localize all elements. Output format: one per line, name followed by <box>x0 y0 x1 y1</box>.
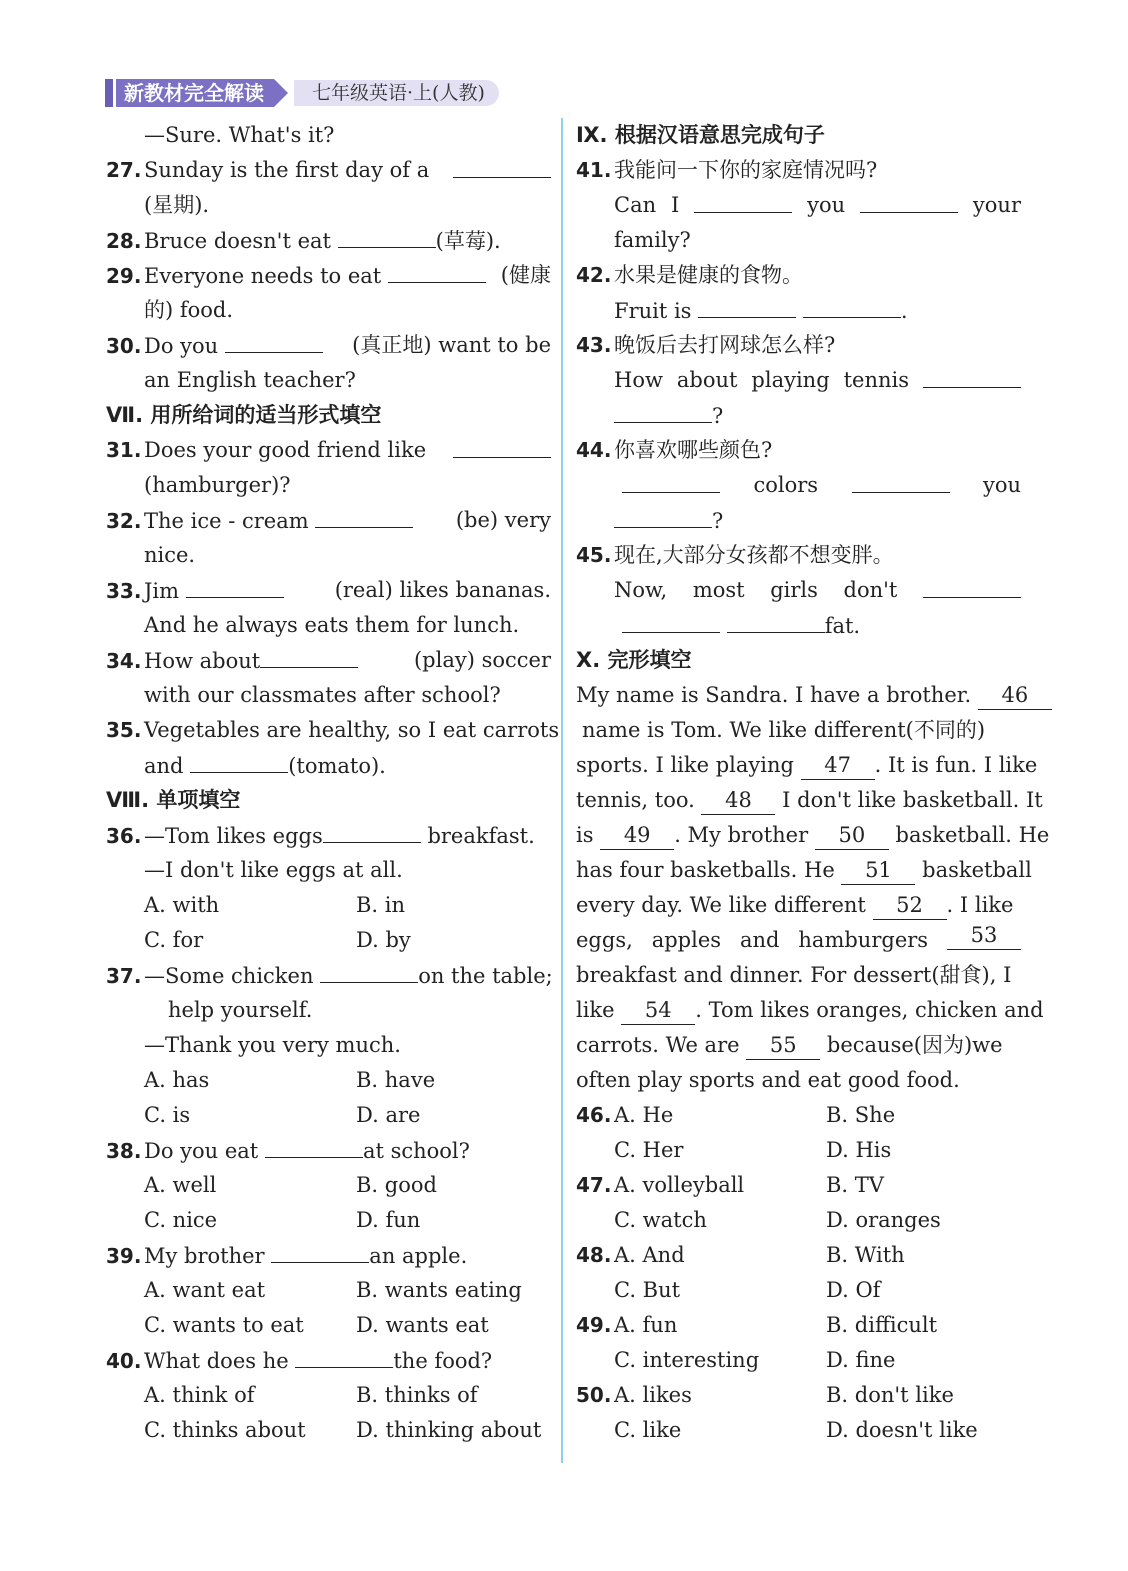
option-a[interactable]: A. think of <box>144 1383 255 1407</box>
answer-blank[interactable] <box>698 293 796 318</box>
question-42: 42. 水果是健康的食物。 <box>576 263 803 287</box>
answer-blank[interactable] <box>923 363 1021 388</box>
cloze-blank[interactable]: 55 <box>746 1033 820 1060</box>
question-39: 39. My brother an apple. <box>106 1238 551 1273</box>
answer-blank[interactable] <box>923 573 1021 598</box>
option-d[interactable]: D. by <box>356 928 411 952</box>
answer-blank[interactable] <box>295 1343 393 1368</box>
option-d[interactable]: D. wants eat <box>356 1313 489 1337</box>
answer-blank[interactable] <box>852 468 950 493</box>
answer-blank[interactable] <box>614 398 712 423</box>
question-32: 32. The ice - cream (be) very <box>106 503 551 538</box>
cloze-passage: My name is Sandra. I have a brother. 46 name is Tom. We like different(不同的) sports. I like playing 47 . It is fun. I like tennis, too. 48 I don't like basketball. It is 49 . My brother 50 basketball. He has four basketballs. He 51 basketball every day. We like different 52 . I like eggs, apples and hamburgers 53 breakfast and dinner. For dessert(甜食), I like 54 . Tom likes oranges, chicken and carrots. We are 55 because(因为)we often play sports and eat good food. <box>576 678 1021 1098</box>
question-49: 49. A. fun B. difficult <box>576 1308 1021 1343</box>
option-c[interactable]: C. But <box>614 1278 681 1302</box>
option-d[interactable]: D. His <box>826 1138 892 1162</box>
section-7-heading: Ⅶ. 用所给词的适当形式填空 <box>106 403 382 427</box>
option-d[interactable]: D. Of <box>826 1278 881 1302</box>
answer-blank[interactable] <box>265 1133 363 1158</box>
option-d[interactable]: D. fun <box>356 1208 421 1232</box>
answer-blank[interactable] <box>453 433 551 458</box>
option-d[interactable]: D. are <box>356 1103 421 1127</box>
column-divider <box>561 118 563 1463</box>
option-c[interactable]: C. is <box>144 1103 191 1127</box>
question-38: 38. Do you eat at school? <box>106 1133 551 1168</box>
question-41: 41. 我能问一下你的家庭情况吗? <box>576 158 878 182</box>
section-10-heading: Ⅹ. 完形填空 <box>576 648 692 672</box>
answer-blank[interactable] <box>388 258 486 283</box>
book-subtitle: 七年级英语·上(人教) <box>294 80 499 106</box>
answer-blank[interactable] <box>315 503 413 528</box>
question-29: 29. Everyone needs to eat (健康 <box>106 258 551 293</box>
question-48: 48. A. And B. With <box>576 1238 1021 1273</box>
cloze-blank[interactable]: 47 <box>801 753 875 780</box>
cloze-blank[interactable]: 49 <box>600 823 674 850</box>
option-b[interactable]: B. good <box>356 1173 437 1197</box>
option-c[interactable]: C. thinks about <box>144 1418 306 1442</box>
option-a[interactable]: A. fun <box>614 1313 678 1337</box>
question-37: 37. —Some chicken on the table; <box>106 958 551 993</box>
option-a[interactable]: A. has <box>144 1068 210 1092</box>
option-b[interactable]: B. wants eating <box>356 1278 522 1302</box>
option-a[interactable]: A. with <box>144 893 220 917</box>
cloze-blank[interactable]: 51 <box>841 858 915 885</box>
option-c[interactable]: C. watch <box>614 1208 707 1232</box>
question-43: 43. 晚饭后去打网球怎么样? <box>576 333 836 357</box>
section-9-heading: Ⅸ. 根据汉语意思完成句子 <box>576 123 825 147</box>
answer-blank[interactable] <box>338 223 436 248</box>
question-35: 35. Vegetables are healthy, so I eat carrots <box>106 718 560 742</box>
cloze-blank[interactable]: 48 <box>701 788 775 815</box>
question-40: 40. What does he the food? <box>106 1343 551 1378</box>
question-50: 50. A. likes B. don't like <box>576 1378 1021 1413</box>
answer-blank[interactable] <box>453 153 551 178</box>
cloze-blank[interactable]: 50 <box>815 823 889 850</box>
answer-blank[interactable] <box>694 188 792 213</box>
option-d[interactable]: D. doesn't like <box>826 1418 978 1442</box>
question-27: 27. Sunday is the first day of a <box>106 153 551 188</box>
right-column: Ⅸ. 根据汉语意思完成句子 41. 我能问一下你的家庭情况吗? Can I you your family? 42. 水果是健康的食物。 Fruit is . 43. 晚饭后去打网球怎么样? How about playing tennis ? 44. 你喜欢哪些颜色? colors you ? 45. 现在,大部分女孩都不想变胖。 Now, most girls don't fat. Ⅹ. 完形填空 My name is Sandra. I have a brother. 46 name is Tom. We like different(不同的) sports. I like playing 47 . It is fun. I like tennis, too. 48 I don't like basketball. It is 49 . My brother 50 basketball. He has four basketballs. He 51 basketball every day. We like different 52 . I like eggs, apples and hamburgers 53 breakfast and dinner. For dessert(甜食), I like 54 . Tom likes oranges, chicken and carrots. We are 55 because(因为)we often play sports and eat good food. 46. A. He B. She C. Her D. His 47. A. volleyball B. TV C. watch D. oranges 48. A. And B. With C. But D. Of 49. A. fun B. difficult C. interesting D. fine 50. A. likes B. don't like C. like D. doesn't like <box>576 118 1021 1448</box>
question-33: 33. Jim (real) likes bananas. <box>106 573 551 608</box>
option-b[interactable]: B. With <box>826 1243 905 1267</box>
option-b[interactable]: B. difficult <box>826 1313 938 1337</box>
question-46: 46. A. He B. She <box>576 1098 1021 1133</box>
answer-blank[interactable] <box>190 748 288 773</box>
option-a[interactable]: A. He <box>614 1103 674 1127</box>
option-b[interactable]: B. have <box>356 1068 436 1092</box>
section-8-heading: Ⅷ. 单项填空 <box>106 788 241 812</box>
book-title: 新教材完全解读 <box>116 79 274 107</box>
option-a[interactable]: A. And <box>614 1243 685 1267</box>
page-header <box>105 78 499 108</box>
question-30: 30. Do you (真正地) want to be <box>106 328 551 363</box>
option-c[interactable]: C. for <box>144 928 204 952</box>
option-d[interactable]: D. thinking about <box>356 1418 542 1442</box>
option-a[interactable]: A. likes <box>614 1383 692 1407</box>
question-36: 36. —Tom likes eggs breakfast. <box>106 818 551 853</box>
answer-blank[interactable] <box>622 608 720 633</box>
option-b[interactable]: B. thinks of <box>356 1383 478 1407</box>
option-a[interactable]: A. want eat <box>144 1278 266 1302</box>
option-d[interactable]: D. oranges <box>826 1208 941 1232</box>
question-31: 31. Does your good friend like <box>106 433 551 468</box>
answer-blank[interactable] <box>614 503 712 528</box>
header-accent-bar <box>105 79 113 107</box>
answer-blank[interactable] <box>260 643 358 668</box>
question-44: 44. 你喜欢哪些颜色? <box>576 438 773 462</box>
option-c[interactable]: C. Her <box>614 1138 684 1162</box>
answer-blank[interactable] <box>186 573 284 598</box>
option-b[interactable]: B. in <box>356 893 406 917</box>
option-b[interactable]: B. don't like <box>826 1383 954 1407</box>
answer-blank[interactable] <box>860 188 958 213</box>
cloze-blank[interactable]: 53 <box>947 923 1021 950</box>
option-c[interactable]: C. wants to eat <box>144 1313 304 1337</box>
question-34: 34. How about (play) soccer <box>106 643 551 678</box>
answer-blank[interactable] <box>727 608 825 633</box>
option-c[interactable]: C. nice <box>144 1208 218 1232</box>
option-b[interactable]: B. She <box>826 1103 896 1127</box>
option-d[interactable]: D. fine <box>826 1348 896 1372</box>
cloze-blank[interactable]: 54 <box>621 998 695 1025</box>
option-c[interactable]: C. interesting <box>614 1348 760 1372</box>
left-column: —Sure. What's it? 27. Sunday is the first day of a (星期). 28. Bruce doesn't eat (草莓). 29. Everyone needs to eat (健康 的) food. 30. Do you (真正地) want to be an English teacher? Ⅶ. 用所给词的适当形式填空 31. Does your good friend like (hamburger)? 32. The ice - cream (be) very nice. 33. Jim (real) likes bananas. And he always eats them for lunch. 34. How about (play) soccer with our classmates after school? 35. Vegetables are healthy, so I eat carrots and (tomato). Ⅷ. 单项填空 36. —Tom likes eggs breakfast. —I don't like eggs at all. A. with B. in C. for D. by 37. —Some chicken on the table; help yourself. —Thank you very much. A. has B. have C. is D. are 38. Do you eat at school? A. well B. good C. nice D. fun 39. My brother an apple. A. want eat B. wants eating C. wants to eat D. wants eat 40. What does he the food? A. think of B. thinks of C. thinks about D. thinking about <box>106 118 551 1448</box>
option-a[interactable]: A. well <box>144 1173 217 1197</box>
question-28: 28. Bruce doesn't eat (草莓). <box>106 223 551 258</box>
answer-blank[interactable] <box>225 328 323 353</box>
answer-blank[interactable] <box>622 468 720 493</box>
option-b[interactable]: B. TV <box>826 1173 884 1197</box>
dialogue-line: —Sure. What's it? <box>144 123 335 147</box>
answer-blank[interactable] <box>271 1238 369 1263</box>
answer-blank[interactable] <box>803 293 901 318</box>
answer-blank[interactable] <box>323 818 421 843</box>
question-45: 45. 现在,大部分女孩都不想变胖。 <box>576 543 894 567</box>
option-a[interactable]: A. volleyball <box>614 1173 745 1197</box>
cloze-blank[interactable]: 46 <box>978 683 1052 710</box>
answer-blank[interactable] <box>320 958 418 983</box>
cloze-blank[interactable]: 52 <box>873 893 947 920</box>
question-47: 47. A. volleyball B. TV <box>576 1168 1021 1203</box>
option-c[interactable]: C. like <box>614 1418 682 1442</box>
question-number: 27. <box>106 158 142 182</box>
